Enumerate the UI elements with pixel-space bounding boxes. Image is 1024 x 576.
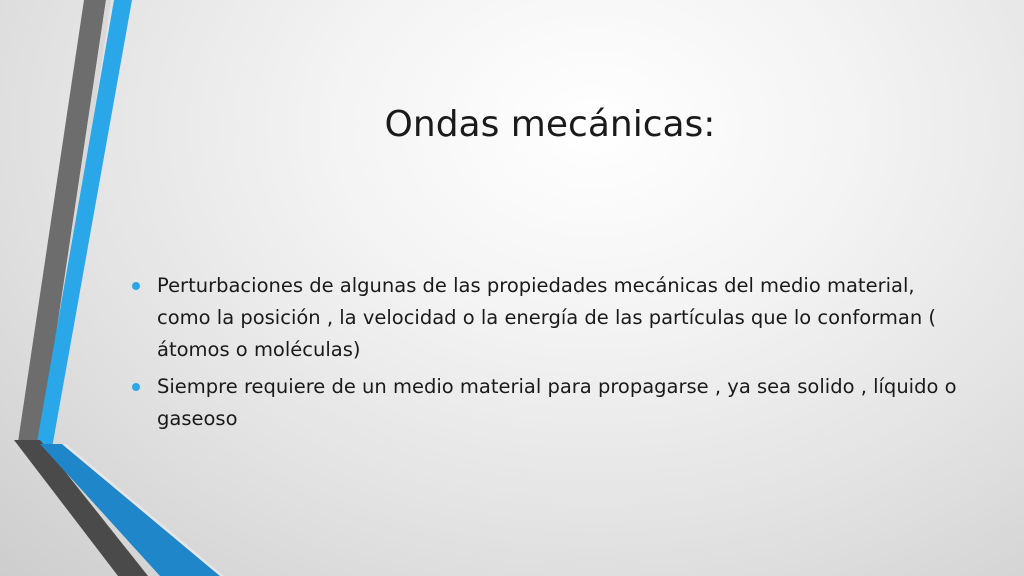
slide-title: Ondas mecánicas:	[384, 104, 716, 145]
bullet-item	[128, 270, 958, 366]
bullet-dot-icon	[132, 282, 140, 290]
bullet-text: Perturbaciones de algunas de las propiedades mecánicas del medio material, como la posición , la velocidad o la energía de las partículas que lo conforman ( átomos o moléculas)	[157, 274, 936, 361]
bullet-item	[128, 371, 958, 435]
bullet-dot-icon	[132, 383, 140, 391]
bullet-text: Siempre requiere de un medio material para propagarse , ya sea solido , líquido o gaseoso	[157, 375, 957, 430]
bullet-list	[128, 270, 958, 440]
